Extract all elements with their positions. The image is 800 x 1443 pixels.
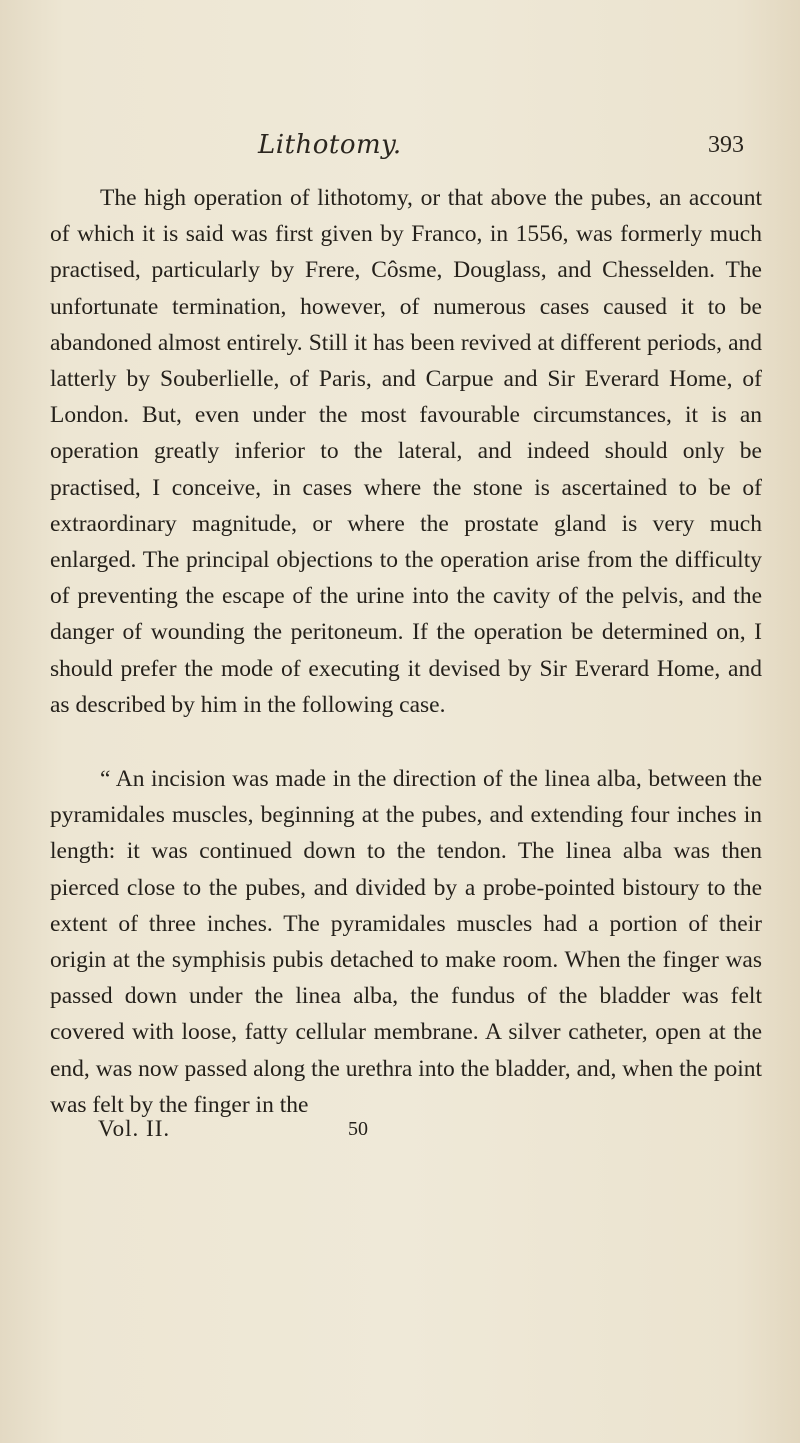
- body-text: [50, 180, 762, 1123]
- paragraph-quoted-case: “ An incision was made in the direction of the linea alba, between the pyramidales muscles, beginning at the pubes, and extending four inches in length: it was continued down to the tendon. The linea alba was then pierced close to the pubes, and divided by a probe-pointed bistoury to the extent of three inches. The pyramidales muscles had a portion of their origin at the symphisis pubis detached to make room. When the finger was passed down under the linea alba, the fundus of the bladder was felt covered with loose, fatty cellular membrane. A silver catheter, open at the end, was now passed along the urethra into the bladder, and, when the point was felt by the finger in the: [50, 766, 762, 1118]
- volume-mark: Vol. II.: [98, 1116, 171, 1141]
- page-number: 393: [708, 132, 744, 158]
- running-head: Lithotomy.: [258, 130, 402, 160]
- paragraph-high-operation: The high operation of lithotomy, or that above the pubes, an account of which it is said was first given by Franco, in 1556, was formerly much practised, particularly by Frere, Côsme, Douglass, and Chesselden. The unfortunate termination, however, of numerous cases caused it to be abandoned almost entirely. Still it has been revived at different periods, and latterly by Souberlielle, of Paris, and Carpue and Sir Everard Home, of London. But, even under the most favourable circumstances, it is an operation greatly inferior to the lateral, and indeed should only be practised, I conceive, in cases where the stone is ascertained to be of extraordinary magnitude, or where the prostate gland is very much enlarged. The principal objections to the operation arise from the difficulty of preventing the escape of the urine into the cavity of the pelvis, and the danger of wounding the peritoneum. If the operation be determined on, I should prefer the mode of executing it devised by Sir Everard Home, and as described by him in the following case.: [50, 185, 762, 718]
- signature-mark: 50: [348, 1118, 368, 1140]
- page-footer: [0, 1116, 800, 1150]
- page-header: [0, 130, 800, 170]
